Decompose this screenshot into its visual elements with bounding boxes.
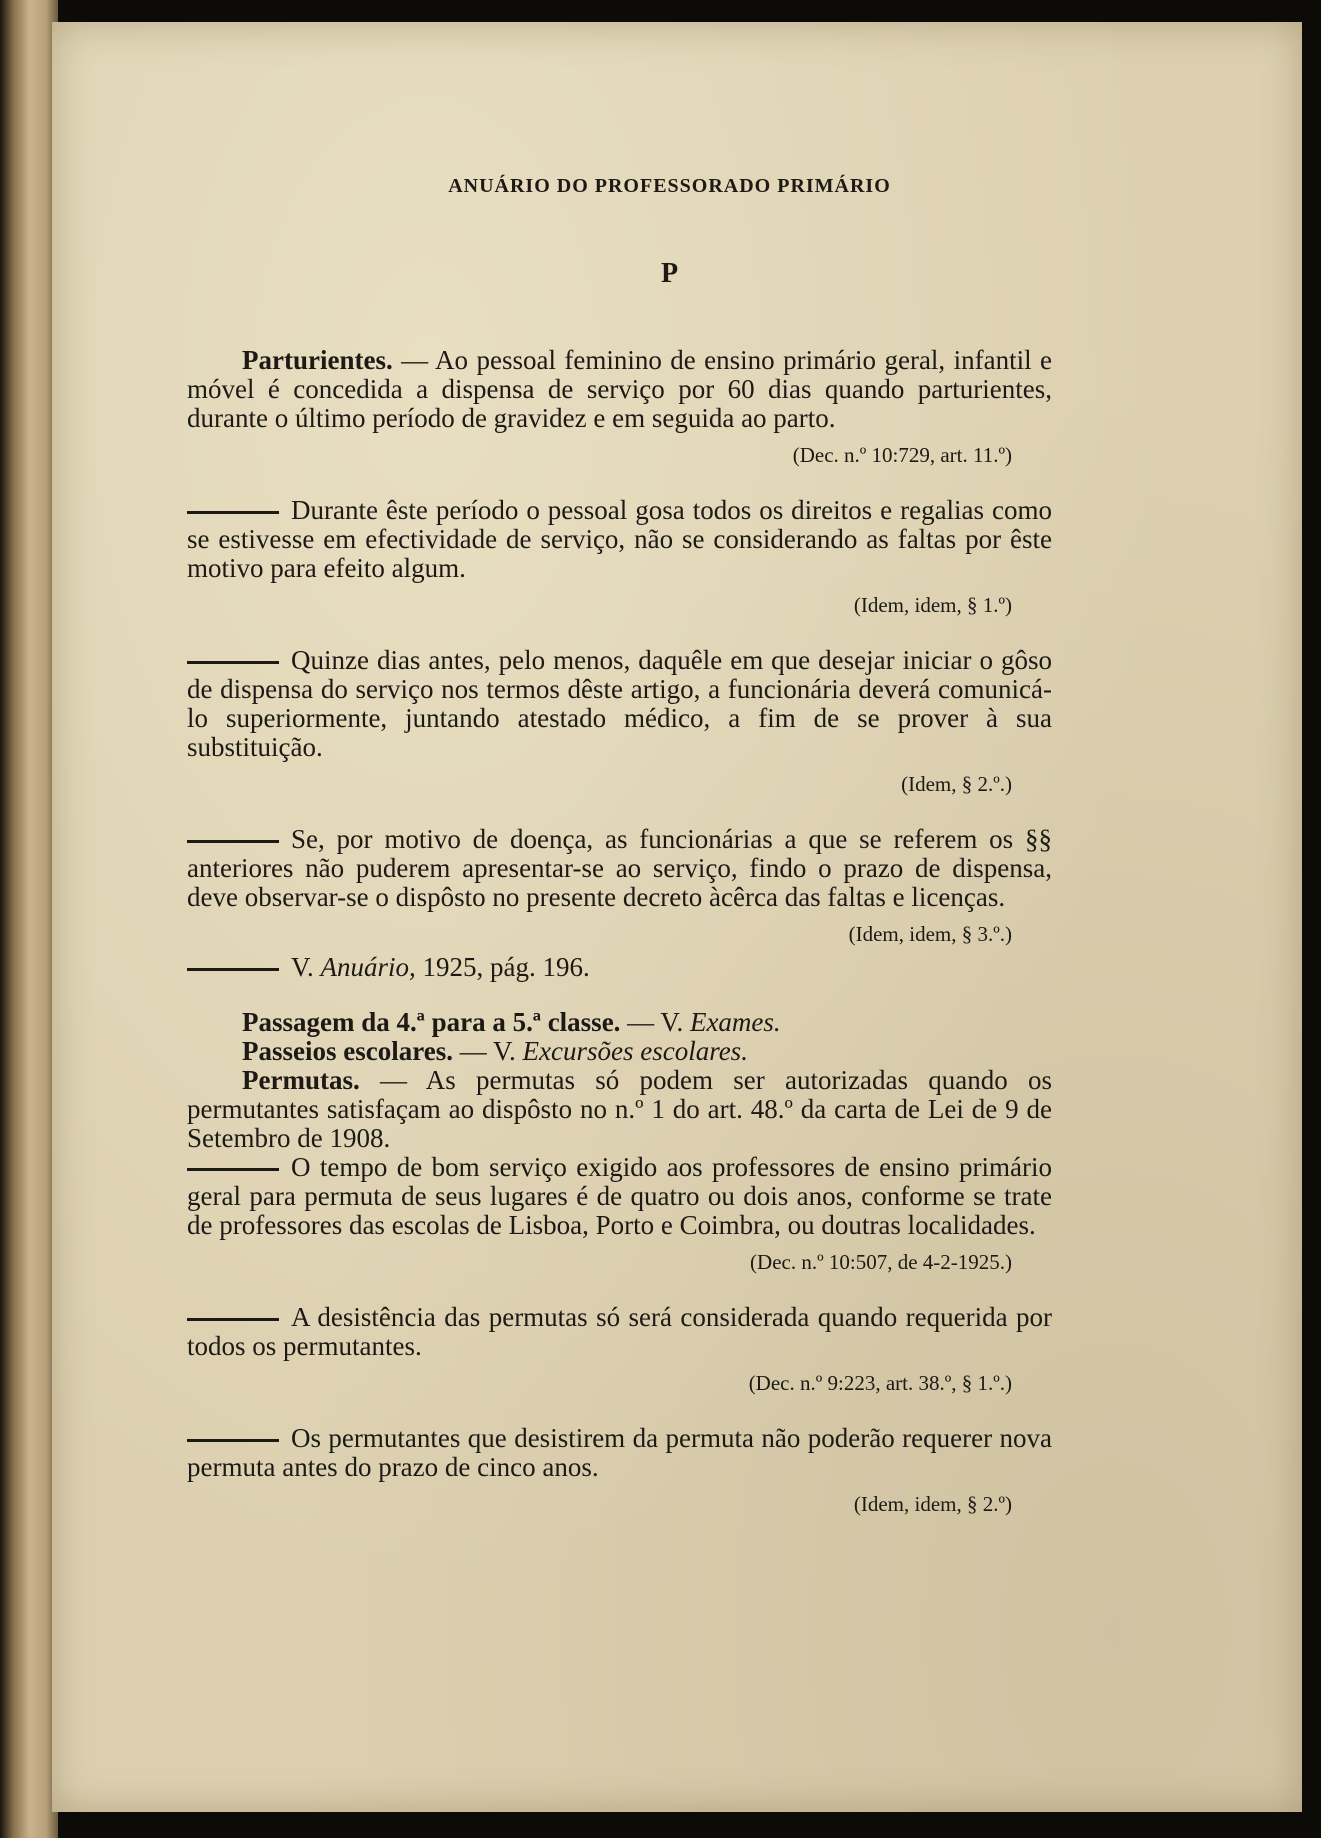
em-rule — [187, 1318, 279, 1321]
see-prefix: — V. — [452, 1036, 523, 1066]
running-title: ANUÁRIO DO PROFESSORADO PRIMÁRIO — [448, 175, 891, 197]
see-ref: Excursões escolares. — [522, 1036, 748, 1066]
entry-term: Permutas. — [242, 1065, 360, 1095]
entry-permutas — [187, 1066, 1052, 1153]
em-rule — [187, 511, 279, 514]
sub-paragraph — [187, 1153, 1052, 1240]
page-content — [187, 172, 1052, 1545]
paragraph-text: O tempo de bom serviço exigido aos professores de ensino primário geral para permuta de seus lugares é de quatro ou dois anos, conforme se trate de professores das escolas de Lisboa, Porto e Coimbra, ou doutras localidades. — [187, 1152, 1052, 1240]
citation: (Dec. n.º 10:507, de 4-2-1925.) — [750, 1250, 1012, 1274]
see-prefix: — V. — [620, 1007, 690, 1037]
sub-paragraph — [187, 1424, 1052, 1482]
see-also-reference — [187, 953, 1052, 982]
entry-term: Passeios escolares. — [242, 1036, 453, 1066]
see-prefix: V. — [291, 952, 321, 982]
citation: (Idem, idem, § 1.º) — [853, 593, 1012, 617]
see-ref: Anuário, — [320, 952, 416, 982]
see-suffix: 1925, pág. 196. — [415, 952, 590, 982]
paragraph-text: Durante êste período o pessoal gosa todos os direitos e regalias como se estivesse em efectividade de serviço, não se considerando as faltas por êste motivo para efeito algum. — [187, 495, 1052, 583]
sub-paragraph — [187, 496, 1052, 583]
book-spine-shadow — [0, 0, 58, 1838]
entry-text: — Ao pessoal feminino de ensino primário geral, infantil e móvel é concedida a dispensa de serviço por 60 dias quando parturientes, durante o último período de gravidez e em seguida ao parto. — [187, 345, 1052, 433]
entry-term: Passagem da 4.ª para a 5.ª classe. — [242, 1007, 621, 1037]
entry-parturientes — [187, 346, 1052, 433]
citation: (Idem, idem, § 3.º.) — [848, 922, 1012, 946]
entry-text: — As permutas só podem ser autorizadas quando os permutantes satisfaçam ao dispôsto no n.º 1 do art. 48.º da carta de Lei de 9 de Setembro de 1908. — [187, 1065, 1052, 1153]
citation: (Dec. n.º 9:223, art. 38.º, § 1.º.) — [748, 1371, 1012, 1395]
paragraph-text: A desistência das permutas só será considerada quando requerida por todos os permutantes. — [187, 1302, 1052, 1361]
paragraph-text: Quinze dias antes, pelo menos, daquêle em que desejar iniciar o gôso de dispensa do serviço nos termos dêste artigo, a funcionária deverá comunicá-lo superiormente, juntando atestado médico, a fim de se prover à sua substituição. — [187, 645, 1052, 762]
entry-passagem — [187, 1008, 1052, 1037]
em-rule — [187, 1168, 279, 1171]
citation: (Dec. n.º 10:729, art. 11.º) — [792, 443, 1012, 467]
em-rule — [187, 968, 279, 971]
sub-paragraph — [187, 646, 1052, 762]
spacer — [187, 982, 1052, 1008]
sub-paragraph — [187, 825, 1052, 912]
em-rule — [187, 661, 279, 664]
citation: (Idem, § 2.º.) — [901, 772, 1012, 796]
em-rule — [187, 840, 279, 843]
entry-term: Parturientes. — [242, 345, 393, 375]
section-letter: P — [660, 258, 679, 289]
paragraph-text: Os permutantes que desistirem da permuta não poderão requerer nova permuta antes do prazo de cinco anos. — [187, 1423, 1052, 1482]
entry-passeios — [187, 1037, 1052, 1066]
sub-paragraph — [187, 1303, 1052, 1361]
see-ref: Exames. — [689, 1007, 781, 1037]
document-page — [52, 22, 1302, 1812]
paragraph-text: Se, por motivo de doença, as funcionárias a que se referem os §§ anteriores não puderem apresentar-se ao serviço, findo o prazo de dispensa, deve observar-se o dispôsto no presente decreto àcêrca das faltas e licenças. — [187, 824, 1052, 912]
citation: (Idem, idem, § 2.º) — [853, 1492, 1012, 1516]
em-rule — [187, 1439, 279, 1442]
